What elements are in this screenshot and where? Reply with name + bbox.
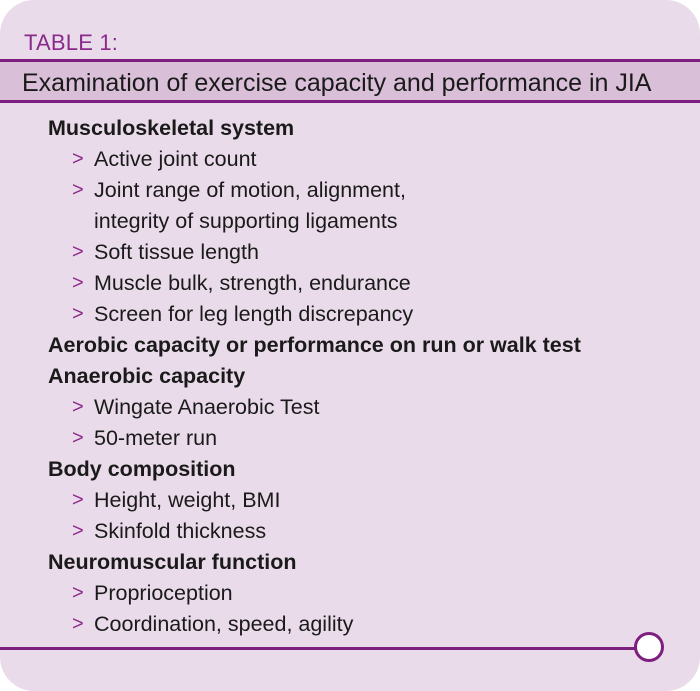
section-heading: Neuromuscular function xyxy=(48,550,297,574)
chevron-right-icon: > xyxy=(72,303,84,325)
list-item xyxy=(0,578,700,609)
list-item xyxy=(0,299,700,330)
list-item xyxy=(0,144,700,175)
list-item-text: Muscle bulk, strength, endurance xyxy=(94,271,411,295)
bottom-rule xyxy=(0,647,636,650)
list-item-text: Proprioception xyxy=(94,581,233,605)
chevron-right-icon: > xyxy=(72,241,84,263)
list-item-text: Wingate Anaerobic Test xyxy=(94,395,320,419)
chevron-right-icon: > xyxy=(72,148,84,170)
list-item xyxy=(0,392,700,423)
list-item-text: Coordination, speed, agility xyxy=(94,612,354,636)
list-item xyxy=(0,268,700,299)
table-content xyxy=(0,113,700,640)
list-item-continuation: integrity of supporting ligaments xyxy=(94,209,398,233)
list-item-text: Screen for leg length discrepancy xyxy=(94,302,414,326)
chevron-right-icon: > xyxy=(72,520,84,542)
chevron-right-icon: > xyxy=(72,427,84,449)
chevron-right-icon: > xyxy=(72,582,84,604)
section-heading: Musculoskeletal system xyxy=(48,116,295,140)
table-title: Examination of exercise capacity and performance in JIA xyxy=(22,69,652,97)
list-item-text: 50-meter run xyxy=(94,426,218,450)
section-heading: Body composition xyxy=(48,457,236,481)
chevron-right-icon: > xyxy=(72,272,84,294)
section-heading: Anaerobic capacity xyxy=(48,364,246,388)
list-item xyxy=(0,485,700,516)
title-band xyxy=(0,59,700,103)
list-item xyxy=(0,175,700,206)
section-heading: Aerobic capacity or performance on run or walk test xyxy=(48,333,581,357)
chevron-right-icon: > xyxy=(72,396,84,418)
list-item-text: Skinfold thickness xyxy=(94,519,267,543)
list-item-text: Soft tissue length xyxy=(94,240,259,264)
list-item-text: Height, weight, BMI xyxy=(94,488,281,512)
chevron-right-icon: > xyxy=(72,489,84,511)
chevron-right-icon: > xyxy=(72,613,84,635)
circle-end-icon xyxy=(634,632,664,662)
list-item-text: Active joint count xyxy=(94,147,257,171)
chevron-right-icon: > xyxy=(72,179,84,201)
table-label: TABLE 1: xyxy=(24,30,119,55)
list-item xyxy=(0,423,700,454)
list-item-text: Joint range of motion, alignment, xyxy=(94,178,406,202)
list-item xyxy=(0,237,700,268)
list-item xyxy=(0,516,700,547)
list-item xyxy=(0,609,700,640)
